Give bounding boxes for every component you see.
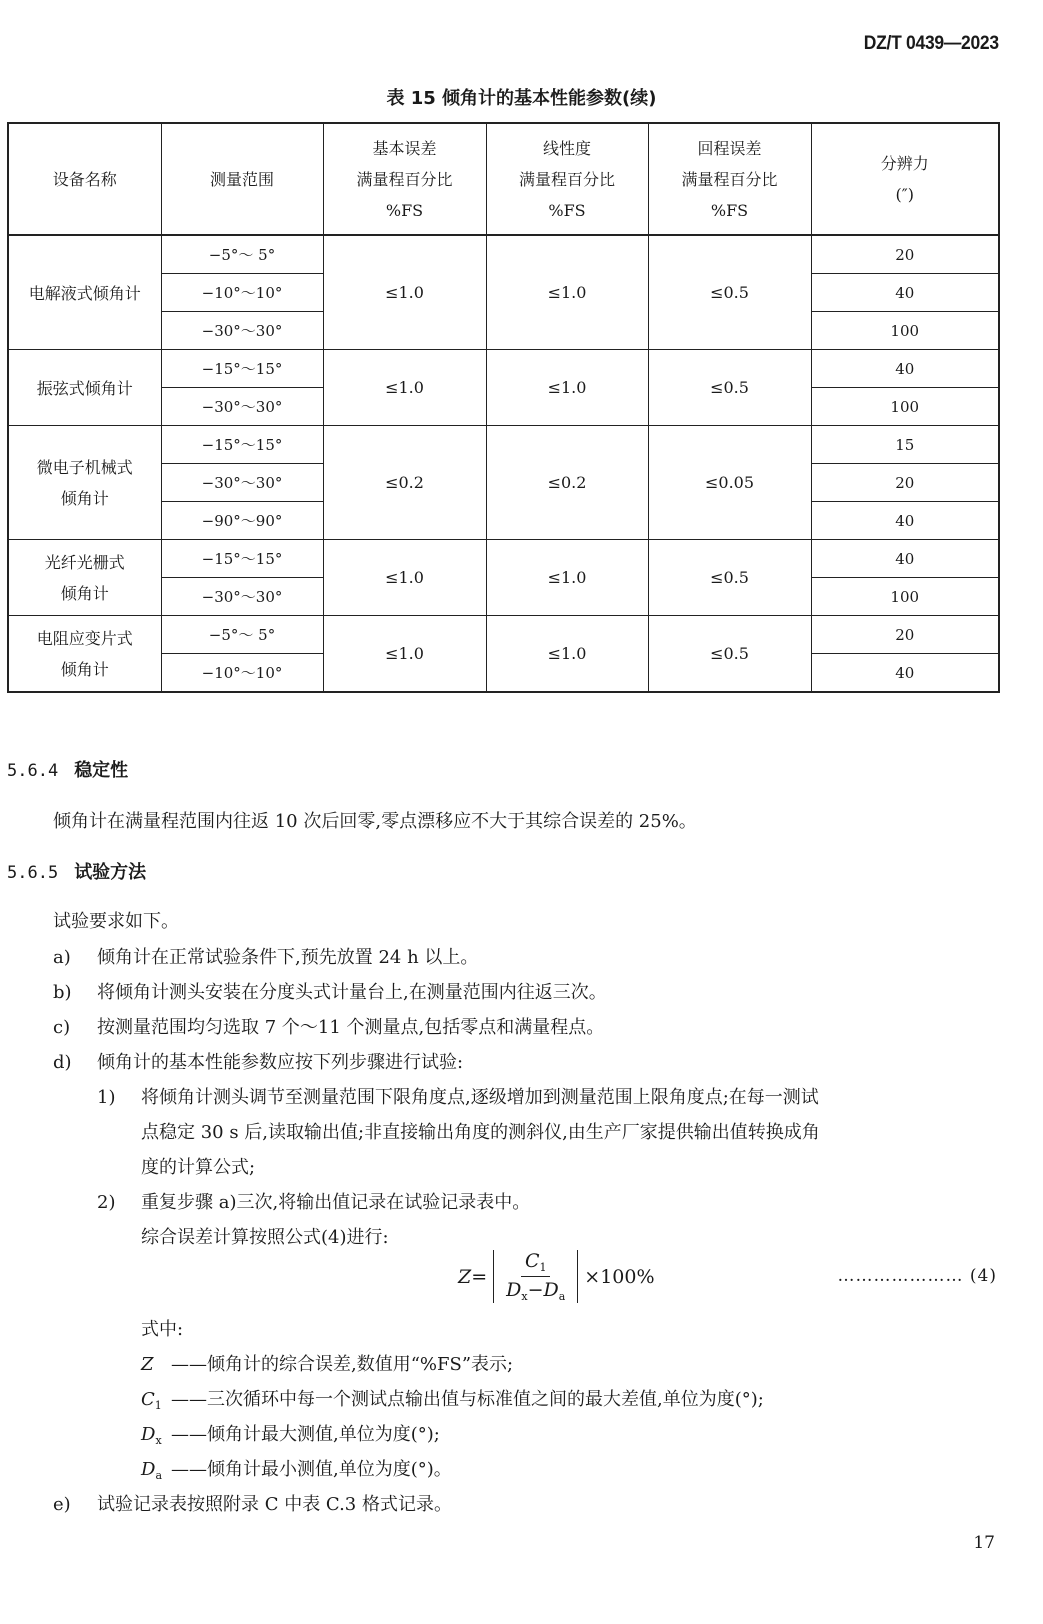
section-number: 5.6.4 <box>7 761 59 781</box>
resolution-cell: 20 <box>811 464 999 502</box>
col-header-linearity: 线性度 满量程百分比 %FS <box>486 123 648 235</box>
list-item-d: d) 倾角计的基本性能参数应按下列步骤进行试验: <box>53 1052 464 1073</box>
resolution-cell: 100 <box>811 578 999 616</box>
col-header-resolution: 分辨力 (″) <box>811 123 999 235</box>
resolution-cell: 40 <box>811 540 999 578</box>
device-name: 振弦式倾角计 <box>8 350 161 426</box>
range-cell: −90°～90° <box>161 502 323 540</box>
col-header-device: 设备名称 <box>8 123 161 235</box>
table-row <box>8 426 999 464</box>
sub-item-1: 1) 将倾角计测头调节至测量范围下限角度点,逐级增加到测量范围上限角度点;在每一测试 <box>97 1087 819 1108</box>
device-name: 光纤光栅式 倾角计 <box>8 540 161 616</box>
table-row <box>8 540 999 578</box>
table-row <box>8 350 999 388</box>
hysteresis-cell: ≤0.05 <box>648 426 811 540</box>
range-cell: −15°～15° <box>161 426 323 464</box>
basic-error-cell: ≤1.0 <box>323 350 486 426</box>
basic-error-cell: ≤0.2 <box>323 426 486 540</box>
formula-4: Z = $\frac{C_1}{D_x-D_a}$ ×100% <box>458 1250 655 1303</box>
resolution-cell: 40 <box>811 350 999 388</box>
device-name: 微电子机械式 倾角计 <box>8 426 161 540</box>
basic-error-cell: ≤1.0 <box>323 616 486 693</box>
var-def-dx: $D_x$ ——倾角计最大测值,单位为度(°); <box>141 1424 440 1447</box>
section-heading-5-6-5 <box>7 858 146 884</box>
basic-error-cell: ≤1.0 <box>323 540 486 616</box>
list-item-e: e) 试验记录表按照附录 C 中表 C.3 格式记录。 <box>53 1494 452 1515</box>
resolution-cell: 100 <box>811 388 999 426</box>
linearity-cell: ≤1.0 <box>486 616 648 693</box>
hysteresis-cell: ≤0.5 <box>648 235 811 350</box>
where-label: 式中: <box>141 1319 184 1340</box>
standard-code: DZ/T 0439—2023 <box>863 33 999 54</box>
table-row <box>8 235 999 274</box>
table-row <box>8 616 999 654</box>
var-def-c1: $C_1$ ——三次循环中每一个测试点输出值与标准值之间的最大差值,单位为度(°); <box>141 1389 764 1412</box>
sub-item-2: 2) 重复步骤 a)三次,将输出值记录在试验记录表中。 <box>97 1192 531 1213</box>
absolute-value: $\frac{C_1}{D_x-D_a}$ <box>493 1250 578 1303</box>
page-number: 17 <box>973 1533 995 1553</box>
resolution-cell: 40 <box>811 274 999 312</box>
range-cell: −5°～ 5° <box>161 616 323 654</box>
device-name: 电阻应变片式 倾角计 <box>8 616 161 693</box>
resolution-cell: 20 <box>811 235 999 274</box>
hysteresis-cell: ≤0.5 <box>648 616 811 693</box>
col-header-range: 测量范围 <box>161 123 323 235</box>
list-item-b: b) 将倾角计测头安装在分度头式计量台上,在测量范围内往返三次。 <box>53 982 607 1003</box>
col-header-hysteresis: 回程误差 满量程百分比 %FS <box>648 123 811 235</box>
resolution-cell: 100 <box>811 312 999 350</box>
basic-error-cell: ≤1.0 <box>323 235 486 350</box>
device-name: 电解液式倾角计 <box>8 235 161 350</box>
equation-number: ………………… (4) <box>837 1266 997 1286</box>
list-item-a: a) 倾角计在正常试验条件下,预先放置 24 h 以上。 <box>53 947 479 968</box>
table-title: 表 15 倾角计的基本性能参数(续) <box>386 88 657 109</box>
col-header-basic-error: 基本误差 满量程百分比 %FS <box>323 123 486 235</box>
stability-paragraph: 倾角计在满量程范围内往返 10 次后回零,零点漂移应不大于其综合误差的 25%。 <box>53 811 697 832</box>
resolution-cell: 40 <box>811 654 999 693</box>
range-cell: −30°～30° <box>161 464 323 502</box>
section-heading-5-6-4 <box>7 756 128 782</box>
hysteresis-cell: ≤0.5 <box>648 540 811 616</box>
range-cell: −5°～ 5° <box>161 235 323 274</box>
section-title: 试验方法 <box>74 862 147 883</box>
performance-table <box>7 122 1000 693</box>
range-cell: −30°～30° <box>161 578 323 616</box>
var-def-z: Z ——倾角计的综合误差,数值用“%FS”表示; <box>141 1354 514 1375</box>
list-item-c: c) 按测量范围均匀选取 7 个～11 个测量点,包括零点和满量程点。 <box>53 1017 605 1038</box>
sub-item-1-line3: 度的计算公式; <box>141 1157 256 1178</box>
range-cell: −30°～30° <box>161 388 323 426</box>
range-cell: −30°～30° <box>161 312 323 350</box>
hysteresis-cell: ≤0.5 <box>648 350 811 426</box>
range-cell: −15°～15° <box>161 350 323 388</box>
linearity-cell: ≤1.0 <box>486 540 648 616</box>
linearity-cell: ≤1.0 <box>486 350 648 426</box>
sub-item-1-line2: 点稳定 30 s 后,读取输出值;非直接输出角度的测斜仪,由生产厂家提供输出值转换成角 <box>141 1122 820 1143</box>
section-number: 5.6.5 <box>7 863 59 883</box>
section-title: 稳定性 <box>74 760 129 781</box>
linearity-cell: ≤0.2 <box>486 426 648 540</box>
resolution-cell: 40 <box>811 502 999 540</box>
linearity-cell: ≤1.0 <box>486 235 648 350</box>
intro-paragraph: 试验要求如下。 <box>53 911 179 932</box>
resolution-cell: 20 <box>811 616 999 654</box>
table-header-row <box>8 123 999 235</box>
var-def-da: $D_a$ ——倾角计最小测值,单位为度(°)。 <box>141 1459 452 1482</box>
formula-intro: 综合误差计算按照公式(4)进行: <box>141 1227 389 1248</box>
resolution-cell: 15 <box>811 426 999 464</box>
range-cell: −10°～10° <box>161 274 323 312</box>
range-cell: −10°～10° <box>161 654 323 693</box>
range-cell: −15°～15° <box>161 540 323 578</box>
